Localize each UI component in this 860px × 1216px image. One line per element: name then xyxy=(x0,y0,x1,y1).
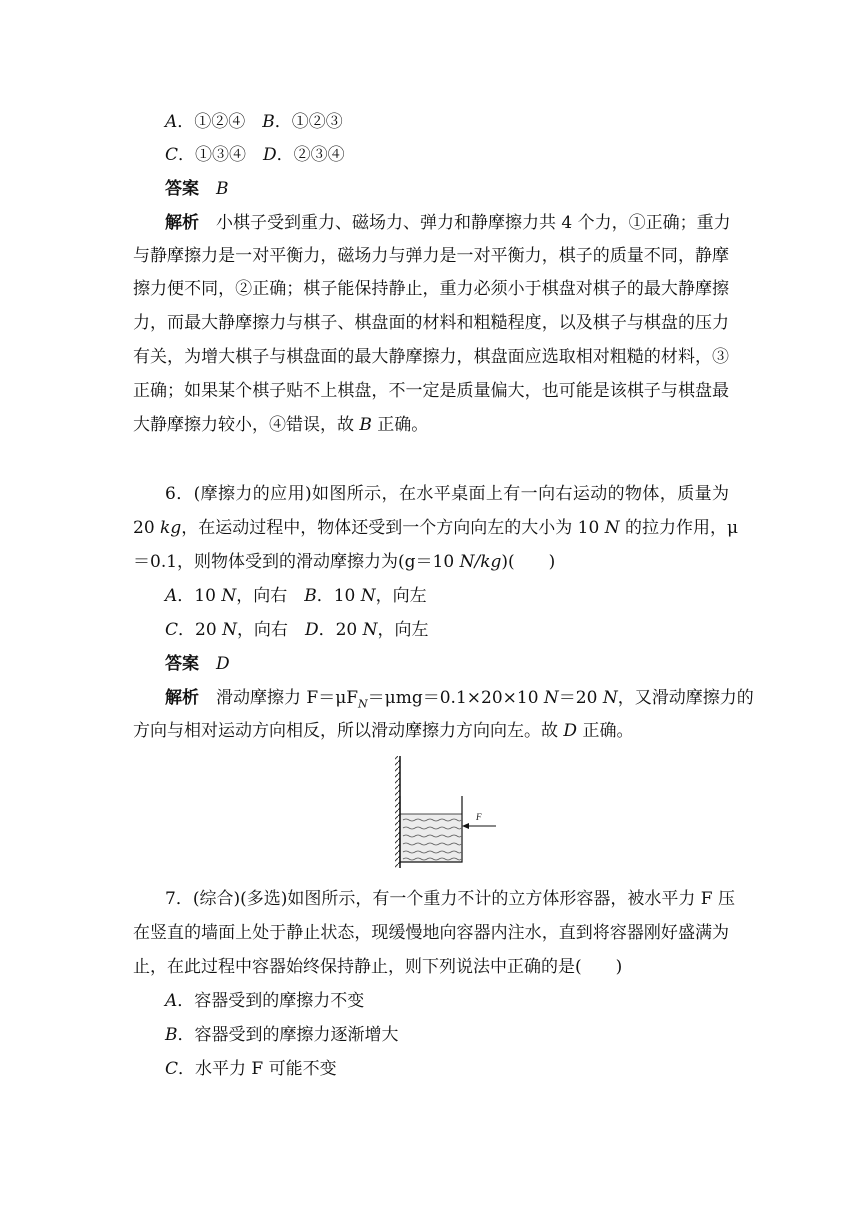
q5-option-b-text: ．①②③ xyxy=(274,112,343,132)
q5-analysis-last-pre: 大静摩擦力较小，④错误，故 xyxy=(133,415,360,435)
q7-option-c-label: C xyxy=(165,1059,179,1079)
q6-stem-3b: )( ) xyxy=(501,552,556,572)
q5-analysis-line-6: 正确；如果某个棋子贴不上棋盘，不一定是质量偏大，也可能是该棋子与棋盘最 xyxy=(133,381,729,401)
q6-option-b-unit: N xyxy=(360,586,376,606)
q5-option-d-label: D xyxy=(263,145,277,165)
water xyxy=(401,814,461,862)
q7-option-b-text: ．容器受到的摩擦力逐渐增大 xyxy=(177,1025,399,1045)
q6-stem-3a: ＝0.1，则物体受到的滑动摩擦力为(g＝10 xyxy=(133,552,460,572)
q6-option-c-dir: ，向右 xyxy=(236,620,305,640)
q6-option-d-val: ．20 xyxy=(318,620,363,640)
q6-option-d-unit: N xyxy=(362,620,378,640)
q5-answer xyxy=(165,179,229,199)
q7-stem-line-2: 在竖直的墙面上处于静止状态，现缓慢地向容器内注水，直到将容器刚好盛满为 xyxy=(133,923,729,943)
q6-stem-line-3 xyxy=(133,552,555,572)
q6-unit-n: N xyxy=(604,518,620,538)
q6-analysis-unit-1: N xyxy=(543,688,559,708)
q6-analysis-2a: 方向与相对运动方向相反，所以滑动摩擦力方向向左。故 xyxy=(133,721,564,741)
q6-analysis-1c: ＝20 xyxy=(558,688,603,708)
q6-analysis-line-2 xyxy=(133,721,633,741)
q6-analysis-1a: 滑动摩擦力 F＝μF xyxy=(216,688,359,708)
q6-stem-line-1: 6．(摩擦力的应用)如图所示，在水平桌面上有一向右运动的物体，质量为 xyxy=(165,484,729,504)
q6-option-b-dir: ，向左 xyxy=(375,586,427,606)
q6-option-a-unit: N xyxy=(221,586,237,606)
q6-stem-2b: ，在运动过程中，物体还受到一个方向向左的大小为 10 xyxy=(181,518,605,538)
q5-analysis-line-4: 力，而最大静摩擦力与棋子、棋盘面的材料和粗糙程度，以及棋子与棋盘的压力 xyxy=(133,313,729,333)
force-arrow-head xyxy=(462,823,469,829)
q7-option-a xyxy=(165,991,364,1011)
q5-options-line-2 xyxy=(165,145,345,165)
q5-option-c-label: C xyxy=(165,145,179,165)
q6-option-a-dir: ，向右 xyxy=(236,586,305,606)
q5-options-line-1 xyxy=(165,112,343,132)
q6-option-c-unit: N xyxy=(222,620,237,640)
q6-unit-kg: kg xyxy=(160,518,182,538)
q7-option-a-label: A xyxy=(165,991,178,1011)
q5-analysis-line-7 xyxy=(133,415,428,435)
q5-analysis-label: 解析 xyxy=(165,213,199,233)
q6-stem-2a: 20 xyxy=(133,518,161,538)
q6-answer-value: D xyxy=(216,654,230,674)
q5-option-c-text: ．①③④ xyxy=(178,145,264,165)
q6-stem-line-2 xyxy=(133,518,739,538)
q5-analysis-text-1: 小棋子受到重力、磁场力、弹力和静摩擦力共 4 个力，①正确；重力 xyxy=(216,213,731,233)
q5-analysis-line-5: 有关，为增大棋子与棋盘面的最大静摩擦力，棋盘面应选取相对粗糙的材料，③ xyxy=(133,347,729,367)
q6-unit-nkg: N/kg xyxy=(459,552,502,572)
q6-analysis-line-1 xyxy=(165,688,754,714)
q5-answer-value: B xyxy=(216,179,229,199)
q5-option-d-text: ．②③④ xyxy=(276,145,345,165)
q7-stem-line-3: 止，在此过程中容器始终保持静止，则下列说法中正确的是( ) xyxy=(133,957,623,977)
q5-option-b-label: B xyxy=(262,112,275,132)
q6-analysis-1b: ＝μmg＝0.1×20×10 xyxy=(367,688,544,708)
q6-analysis-1d: ，又滑动摩擦力的 xyxy=(617,688,754,708)
q5-answer-label: 答案 xyxy=(165,179,199,199)
q6-option-a-val: ．10 xyxy=(177,586,222,606)
q5-analysis-line-2: 与静摩擦力是一对平衡力，磁场力与弹力是一对平衡力，棋子的质量不同，静摩 xyxy=(133,246,729,266)
q7-option-b xyxy=(165,1025,399,1045)
q6-option-c-label: C xyxy=(165,620,179,640)
q6-analysis-2b: 正确。 xyxy=(577,721,634,741)
q6-analysis-unit-2: N xyxy=(602,688,618,708)
q5-analysis-last-b: B xyxy=(359,415,372,435)
force-label: F xyxy=(476,812,482,822)
q6-answer xyxy=(165,654,230,674)
q6-option-b-label: B xyxy=(304,586,317,606)
q5-option-a-text: ．①②④ xyxy=(177,112,263,132)
q7-option-b-label: B xyxy=(165,1025,178,1045)
q6-option-c-val: ．20 xyxy=(178,620,223,640)
q7-option-c xyxy=(165,1059,337,1079)
q6-option-d-label: D xyxy=(304,620,319,640)
q6-stem-2c: 的拉力作用，μ xyxy=(619,518,739,538)
q6-answer-label: 答案 xyxy=(165,654,199,674)
q5-analysis-last-post: 正确。 xyxy=(371,415,429,435)
q7-option-a-text: ．容器受到的摩擦力不变 xyxy=(177,991,365,1011)
q5-option-a-label: A xyxy=(165,112,178,132)
q6-option-a-label: A xyxy=(165,586,178,606)
q6-analysis-label: 解析 xyxy=(165,688,199,708)
wall-container-figure xyxy=(392,756,498,868)
q7-stem-line-1: 7．(综合)(多选)如图所示，有一个重力不计的立方体形容器，被水平力 F 压 xyxy=(165,889,735,909)
q6-options-line-2 xyxy=(165,620,429,640)
q6-option-b-val: ．10 xyxy=(316,586,361,606)
q5-analysis-line-3: 擦力便不同，②正确；棋子能保持静止，重力必须小于棋盘对棋子的最大静摩擦 xyxy=(133,279,729,299)
q6-analysis-2d: D xyxy=(563,721,578,741)
q6-options-line-1 xyxy=(165,586,427,606)
q6-option-d-dir: ，向左 xyxy=(377,620,429,640)
q7-option-c-text: ．水平力 F 可能不变 xyxy=(178,1059,337,1079)
q6-analysis-sub-n: N xyxy=(358,697,368,711)
q5-analysis-line-1 xyxy=(165,213,729,233)
